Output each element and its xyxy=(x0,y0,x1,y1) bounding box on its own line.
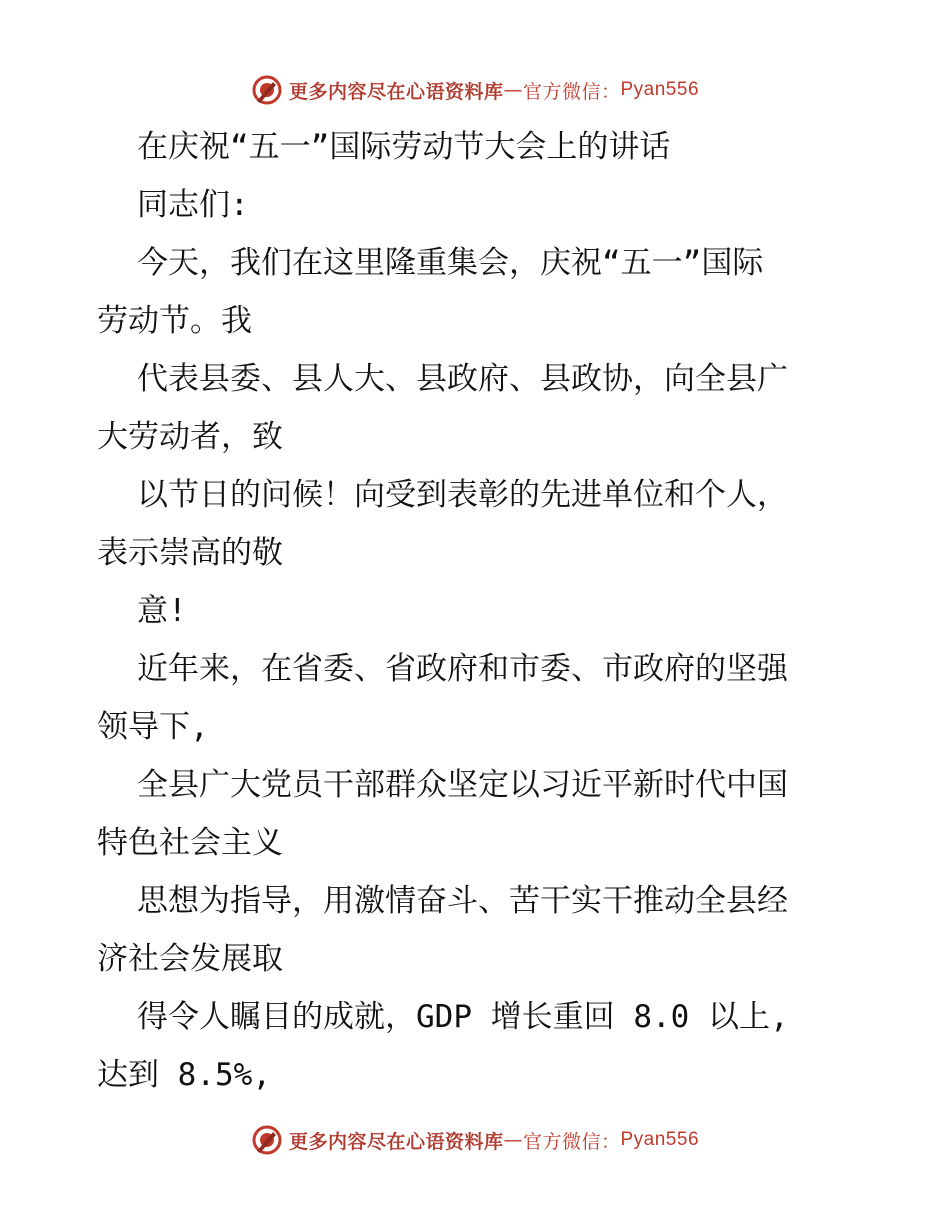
text-line: 意! xyxy=(137,593,187,629)
text-line: 领导下, xyxy=(97,709,209,745)
text-line: 大劳动者，致 xyxy=(97,419,283,455)
text-line: 劳动节。我 xyxy=(97,303,252,339)
quill-logo-icon xyxy=(251,74,283,106)
text-line: 表示崇高的敬 xyxy=(97,535,283,571)
watermark-label: 官方微信： xyxy=(522,1130,621,1153)
watermark-handle: Pyan556 xyxy=(620,79,700,100)
quill-logo-icon xyxy=(251,1124,283,1156)
watermark-banner-top xyxy=(0,70,950,110)
watermark-banner-bottom xyxy=(0,1120,950,1160)
text-line: 在庆祝“五一”国际劳动节大会上的讲话 xyxy=(137,129,671,165)
watermark-brand: 更多内容尽在心语资料库 xyxy=(288,80,504,103)
text-line: 济社会发展取 xyxy=(97,941,283,977)
text-line: 以节日的问候！向受到表彰的先进单位和个人， xyxy=(137,477,788,513)
document-body xyxy=(97,118,857,1104)
watermark-handle: Pyan556 xyxy=(620,1129,700,1150)
text-line: 近年来，在省委、省政府和市委、市政府的坚强 xyxy=(137,651,788,687)
watermark-brand: 更多内容尽在心语资料库 xyxy=(288,1130,504,1153)
text-line: 今天，我们在这里隆重集会，庆祝“五一”国际 xyxy=(137,245,764,281)
text-line: 得令人瞩目的成就，GDP 增长重回 8.0 以上, xyxy=(137,999,789,1035)
watermark-separator: — xyxy=(503,79,523,101)
text-line: 同志们: xyxy=(137,187,249,223)
text-line: 达到 8.5%, xyxy=(97,1057,271,1093)
text-line: 代表县委、县人大、县政府、县政协，向全县广 xyxy=(137,361,788,397)
watermark-label: 官方微信： xyxy=(522,80,621,103)
text-line: 特色社会主义 xyxy=(97,825,283,861)
text-line: 全县广大党员干部群众坚定以习近平新时代中国 xyxy=(137,767,788,803)
watermark-separator: — xyxy=(503,1129,523,1151)
text-line: 思想为指导，用激情奋斗、苦干实干推动全县经 xyxy=(137,883,788,919)
